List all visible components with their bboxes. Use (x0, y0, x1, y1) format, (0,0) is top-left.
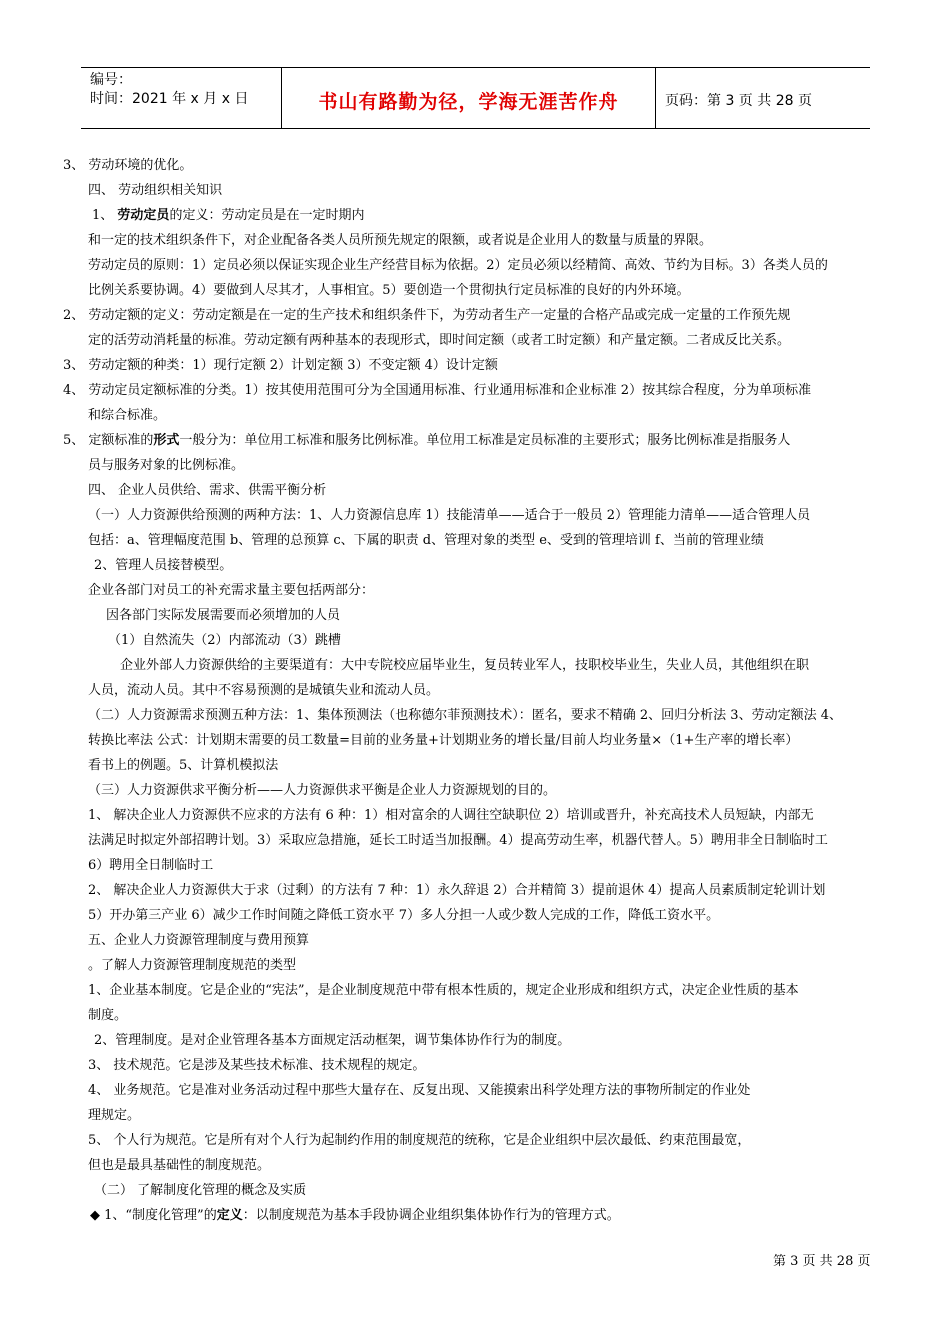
text-line: 1、企业基本制度。它是企业的“宪法”，是企业制度规范中带有根本性质的，规定企业形成和组织方式，决定企业性质的基本 (88, 983, 799, 998)
bold-term: 形式 (153, 433, 180, 448)
text-line: 企业各部门对员工的补充需求量主要包括两部分： (88, 583, 375, 598)
header-motto: 书山有路勤为径，学海无涯苦作舟 (282, 68, 656, 128)
text-line: 2、 劳动定额的定义：劳动定额是在一定的生产技术和组织条件下，为劳动者生产一定量的合格产品或完成一定量的工作预先规 (63, 308, 791, 323)
text-line: ◆ 1、“制度化管理”的定义：以制度规范为基本手段协调企业组织集体协作行为的管理方式。 (90, 1208, 620, 1223)
bold-term: 劳动定员 (117, 208, 170, 223)
text-line: 比例关系要协调。4）要做到人尽其才，人事相宜。5）要创造一个贯彻执行定员标准的良好的内外环境。 (88, 283, 690, 298)
text-line: 和一定的技术组织条件下，对企业配备各类人员所预先规定的限额，或者说是企业用人的数量与质量的界限。 (88, 233, 713, 248)
text-line: 但也是最具基础性的制度规范。 (88, 1158, 271, 1173)
text-line: 企业外部人力资源供给的主要渠道有：大中专院校应届毕业生，复员转业军人，技职校毕业生，失业人员，其他组织在职 (120, 658, 810, 673)
text-line: 1、 解决企业人力资源供不应求的方法有 6 种：1）相对富余的人调往空缺职位 2）培训或晋升，补充高技术人员短缺，内部无 (88, 808, 814, 823)
text-line: 4、 劳动定员定额标准的分类。1）按其使用范围可分为全国通用标准、行业通用标准和企业标准 2）按其综合程度，分为单项标准 (63, 383, 812, 398)
section-heading: 四、 企业人员供给、需求、供需平衡分析 (88, 483, 327, 498)
text-line: （一）人力资源供给预测的两种方法：1、人力资源信息库 1）技能清单——适合于一般员 2）管理能力清单——适合管理人员 (88, 508, 811, 523)
text-line: 定的活劳动消耗量的标准。劳动定额有两种基本的表现形式，即时间定额（或者工时定额）和产量定额。二者成反比关系。 (88, 333, 791, 348)
header-meta (81, 68, 282, 128)
text-line: 。了解人力资源管理制度规范的类型 (88, 958, 297, 973)
text-line: 5、 定额标准的形式一般分为：单位用工标准和服务比例标准。单位用工标准是定员标准的主要形式；服务比例标准是指服务人 (63, 433, 791, 448)
section-heading: 四、 劳动组织相关知识 (88, 183, 223, 198)
section-heading: 五、企业人力资源管理制度与费用预算 (88, 933, 310, 948)
text-line: 劳动定员的原则：1）定员必须以保证实现企业生产经营目标为依据。2）定员必须以经精简、高效、节约为目标。3）各类人员的 (88, 258, 828, 273)
bold-term: 定义 (216, 1208, 243, 1223)
text-line: （二）人力资源需求预测五种方法：1、集体预测法（也称德尔菲预测技术）：匿名，要求不精确 2、回归分析法 3、劳动定额法 4、 (88, 708, 842, 723)
header-page-number: 页码：第 3 页 共 28 页 (665, 93, 812, 109)
text-line: 员与服务对象的比例标准。 (88, 458, 245, 473)
text-line: 3、 劳动定额的种类：1）现行定额 2）计划定额 3）不变定额 4）设计定额 (63, 358, 498, 373)
text-line: 3、 劳动环境的优化。 (63, 158, 193, 173)
text-line: 2、 解决企业人力资源供大于求（过剩）的方法有 7 种：1）永久辞退 2）合并精简 3）提前退休 4）提高人员素质制定轮训计划 (88, 883, 826, 898)
page-footer: 第 3 页 共 28 页 (773, 1254, 871, 1269)
text-line: 因各部门实际发展需要而必须增加的人员 (106, 608, 341, 623)
text-line: 1、 劳动定员的定义：劳动定员是在一定时期内 (92, 208, 365, 223)
text-line: 法满足时拟定外部招聘计划。3）采取应急措施，延长工时适当加报酬。4）提高劳动生率，机器代替人。5）聘用非全日制临时工 (88, 833, 828, 848)
text-line: 包括：a、管理幅度范围 b、管理的总预算 c、下属的职责 d、管理对象的类型 e、受到的管理培训 f、当前的管理业绩 (88, 533, 764, 548)
text-line: （1）自然流失（2）内部流动（3）跳槽 (108, 633, 341, 648)
text-line: 转换比率法 公式：计划期末需要的员工数量=目前的业务量+计划期业务的增长量/目前人均业务量×（1+生产率的增长率） (88, 733, 799, 748)
text-line: 和综合标准。 (88, 408, 167, 423)
text-line: （三）人力资源供求平衡分析——人力资源供求平衡是企业人力资源规划的目的。 (88, 783, 557, 798)
text-line: 人员，流动人员。其中不容易预测的是城镇失业和流动人员。 (88, 683, 440, 698)
text-line: 理规定。 (88, 1108, 141, 1123)
text-line: 制度。 (88, 1008, 128, 1023)
text-line: 3、 技术规范。它是涉及某些技术标准、技术规程的规定。 (88, 1058, 426, 1073)
text-line: 5、 个人行为规范。它是所有对个人行为起制约作用的制度规范的统称，它是企业组织中层次最低、约束范围最宽， (88, 1133, 751, 1148)
text-line: 看书上的例题。5、计算机模拟法 (88, 758, 279, 773)
text-line: 2、管理人员接替模型。 (94, 558, 233, 573)
document-number-label: 编号： (90, 72, 132, 88)
document-time-label: 时间：2021 年 x 月 x 日 (90, 91, 249, 107)
text-line: 5）开办第三产业 6）减少工作时间随之降低工资水平 7）多人分担一人或少数人完成的工作，降低工资水平。 (88, 908, 720, 923)
text-line: 6）聘用全日制临时工 (88, 858, 214, 873)
text-line: （二） 了解制度化管理的概念及实质 (94, 1183, 307, 1198)
text-line: 4、 业务规范。它是准对业务活动过程中那些大量存在、反复出现、又能摸索出科学处理方法的事物所制定的作业处 (88, 1083, 751, 1098)
text-line: 2、管理制度。是对企业管理各基本方面规定活动框架，调节集体协作行为的制度。 (94, 1033, 571, 1048)
page-header (81, 67, 870, 129)
